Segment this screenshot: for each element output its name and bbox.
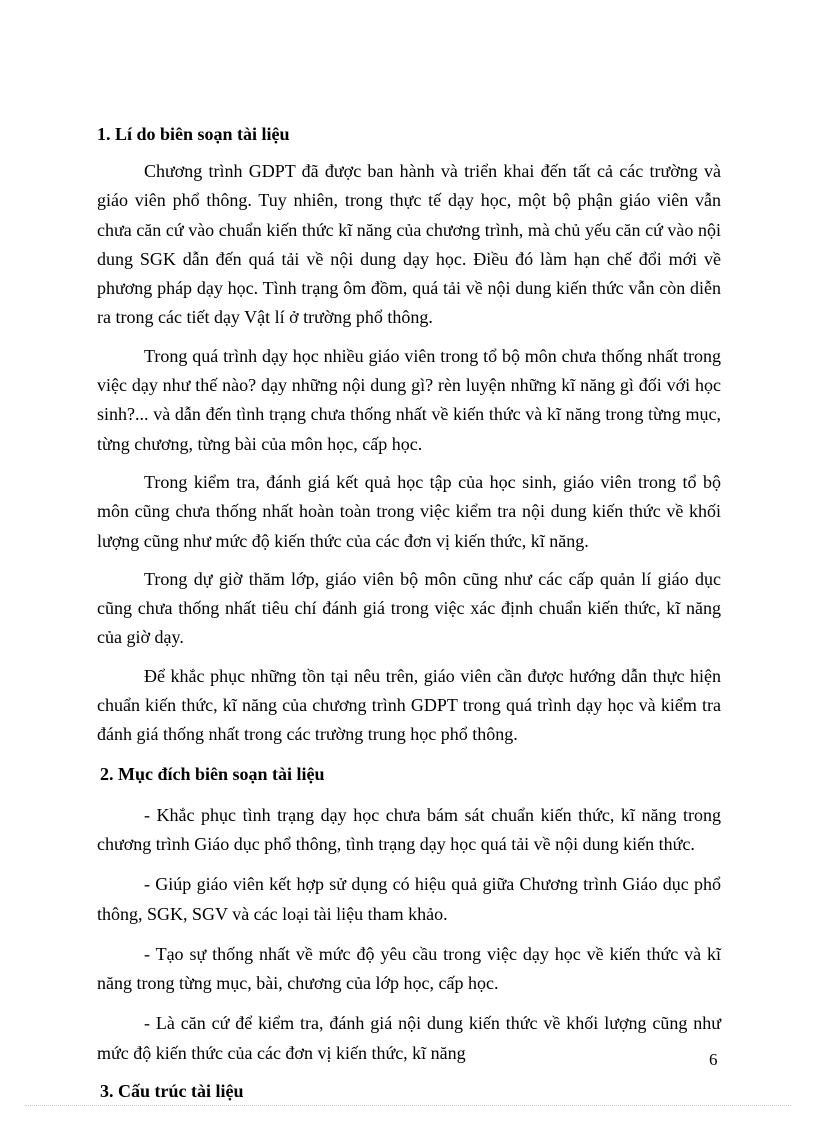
bullet-paragraph: - Tạo sự thống nhất về mức độ yêu cầu trong việc dạy học về kiến thức và kĩ năng trong từng mục, bài, chương của lớp học, cấp học. [97,943,721,994]
paragraph: Trong quá trình dạy học nhiều giáo viên trong tổ bộ môn chưa thống nhất trong việc dạy như thế nào? dạy những nội dung gì? rèn luyện những kĩ năng gì đối với học sinh?... và dẫn đến tình trạng chưa thống nhất về kiến thức và kĩ năng trong từng mục, từng chương, từng bài của môn học, cấp học. [97,345,721,454]
paragraph: Trong dự giờ thăm lớp, giáo viên bộ môn cũng như các cấp quản lí giáo dục cũng chưa thống nhất tiêu chí đánh giá trong việc xác định chuẩn kiến thức, kĩ năng của giờ dạy. [97,568,721,648]
paragraph: Trong kiểm tra, đánh giá kết quả học tập của học sinh, giáo viên trong tổ bộ môn cũng chưa thống nhất hoàn toàn trong việc kiểm tra nội dung kiến thức về khối lượng cũng như mức độ kiến thức của các đơn vị kiến thức, kĩ năng. [97,471,721,551]
footer-divider [25,1105,791,1106]
bullet-paragraph: - Khắc phục tình trạng dạy học chưa bám sát chuẩn kiến thức, kĩ năng trong chương trình Giáo dục phổ thông, tình trạng dạy học quá tải về nội dung kiến thức. [97,804,721,854]
page-content [97,122,721,1103]
paragraph: Để khắc phục những tồn tại nêu trên, giáo viên cần được hướng dẫn thực hiện chuẩn kiến thức, kĩ năng của chương trình GDPT trong quá trình dạy học và kiểm tra đánh giá thống nhất trong các trường trung học phổ thông. [97,665,721,745]
section-heading-1: 1. Lí do biên soạn tài liệu [97,124,290,144]
paragraph: Chương trình GDPT đã được ban hành và triển khai đến tất cả các trường và giáo viên phổ thông. Tuy nhiên, trong thực tế dạy học, một bộ phận giáo viên vẫn chưa căn cứ vào chuẩn kiến thức kĩ năng của chương trình, mà chủ yếu căn cứ vào nội dung SGK dẫn đến quá tải về nội dung dạy học. Điều đó làm hạn chế đổi mới về phương pháp dạy học. Tình trạng ôm đồm, quá tải về nội dung kiến thức vẫn còn diễn ra trong các tiết dạy Vật lí ở trường phổ thông. [97,161,721,328]
page-number: 6 [709,1050,718,1069]
section-heading-2: 2. Mục đích biên soạn tài liệu [100,763,325,784]
bullet-paragraph: - Là căn cứ để kiểm tra, đánh giá nội dung kiến thức về khối lượng cũng như mức độ kiến thức của các đơn vị kiến thức, kĩ năng [97,1013,721,1063]
bullet-paragraph: - Giúp giáo viên kết hợp sử dụng có hiệu quả giữa Chương trình Giáo dục phổ thông, SGK, SGV và các loại tài liệu tham khảo. [97,874,721,924]
section-heading-3: 3. Cấu trúc tài liệu [100,1081,244,1102]
